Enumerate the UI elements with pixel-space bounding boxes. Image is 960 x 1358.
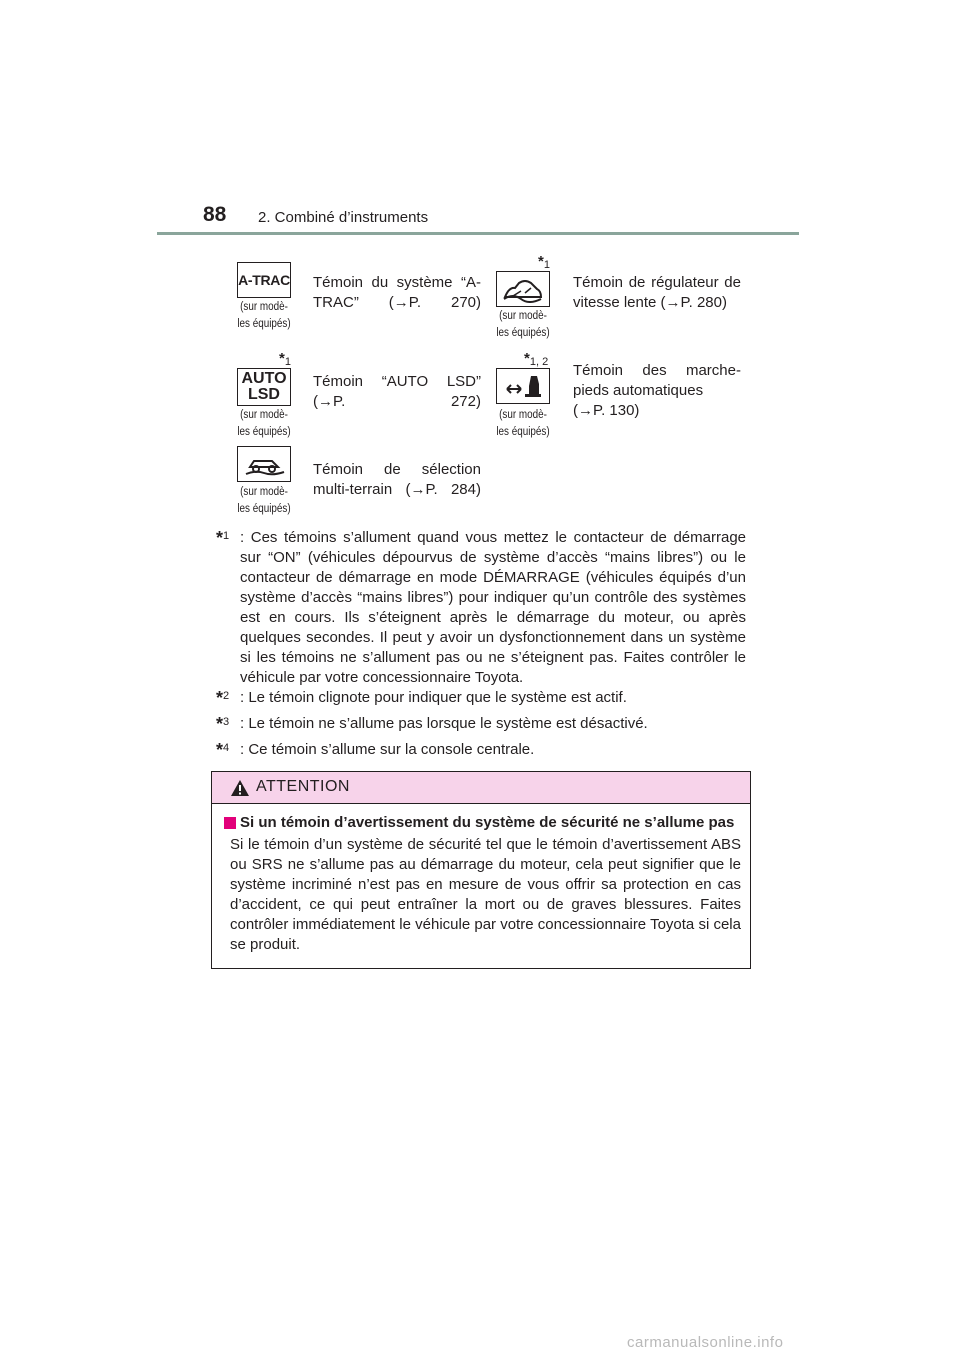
attention-box <box>211 771 751 969</box>
footnote-2: *$^2$ : Le témoin clignote pour indiquer que le système est actif. <box>216 688 627 708</box>
indicator-description-auto-lsd: Témoin “AUTO LSD” (→P. 272) <box>313 373 481 410</box>
footnote-1: *$^1$ : Ces témoins s’allument quand vous mettez le contacteur de démarrage sur “ON” (véhicules dépourvus de système d’accès “mains libres”) ou le contacteur de démarrage en mode DÉMARRAGE (véhicules équipés d’un système d’accès “mains libres”) pour indiquer qu’un contrôle des systèmes est en cours. Ils s’éteignent après le démarrage du moteur, ou après quelques secondes. Il peut y avoir un dysfonctionnement dans un système si les témoins ne s’allument pas ou ne s’éteignent pas. Faites contrôler le véhicule par votre concessionnaire Toyota. <box>216 528 746 686</box>
attention-heading: Si un témoin d’avertissement du système de sécurité ne s’allume pas <box>240 814 735 831</box>
chapter-title: 2. Combiné d’instruments <box>258 209 429 226</box>
running-board-icon <box>496 368 550 404</box>
attention-header <box>212 772 750 804</box>
indicator-description-running-board: Témoin des marche- pieds automatiques (→P. 130) <box>573 362 741 419</box>
indicator-description-multi-terrain: Témoin de sélection multi-terrain (→P. 284) <box>313 461 481 498</box>
footnote-marker-crawl: *1 <box>538 253 550 271</box>
equipped-note-multi-terrain: (sur modè- les équipés) <box>237 486 291 515</box>
indicator-description-a-trac: Témoin du système “A-TRAC” (→P. 270) <box>313 274 481 311</box>
crawl-control-icon <box>496 271 550 307</box>
footnote-marker-running-board: *1, 2 <box>524 350 549 368</box>
indicator-description-crawl: Témoin de régulateur de vitesse lente (→P. 280) <box>573 274 741 311</box>
a-trac-icon: A-TRAC <box>237 262 291 298</box>
auto-lsd-icon: AUTO LSD <box>237 368 291 406</box>
square-bullet-icon <box>224 817 236 829</box>
header-rule <box>157 232 799 235</box>
footnote-4: *$^4$ : Ce témoin s’allume sur la console centrale. <box>216 740 535 760</box>
attention-title: ATTENTION <box>256 778 350 795</box>
warning-triangle-icon <box>230 779 250 797</box>
footnote-marker-auto-lsd: *1 <box>279 350 291 368</box>
equipped-note-auto-lsd: (sur modè- les équipés) <box>237 409 291 438</box>
equipped-note-crawl: (sur modè- les équipés) <box>496 310 550 339</box>
page-number: 88 <box>203 203 227 226</box>
equipped-note-a-trac: (sur modè- les équipés) <box>237 301 291 330</box>
attention-body: Si le témoin d’un système de sécurité tel que le témoin d’avertissement ABS ou SRS ne s’allume pas au démarrage du moteur, cela peut signifier que le système incriminé n’est pas en mesure de vous offrir sa protection en cas d’accident, ce qui peut entraîner la mort ou de graves blessures. Faites contrôler immédiatement le véhicule par votre concessionnaire Toyota si cela se produit. <box>230 836 741 953</box>
multi-terrain-icon <box>237 446 291 482</box>
watermark: carmanualsonline.info <box>627 1334 784 1351</box>
equipped-note-running-board: (sur modè- les équipés) <box>496 409 550 438</box>
footnote-3: *$^3$ : Le témoin ne s’allume pas lorsque le système est désactivé. <box>216 714 648 734</box>
